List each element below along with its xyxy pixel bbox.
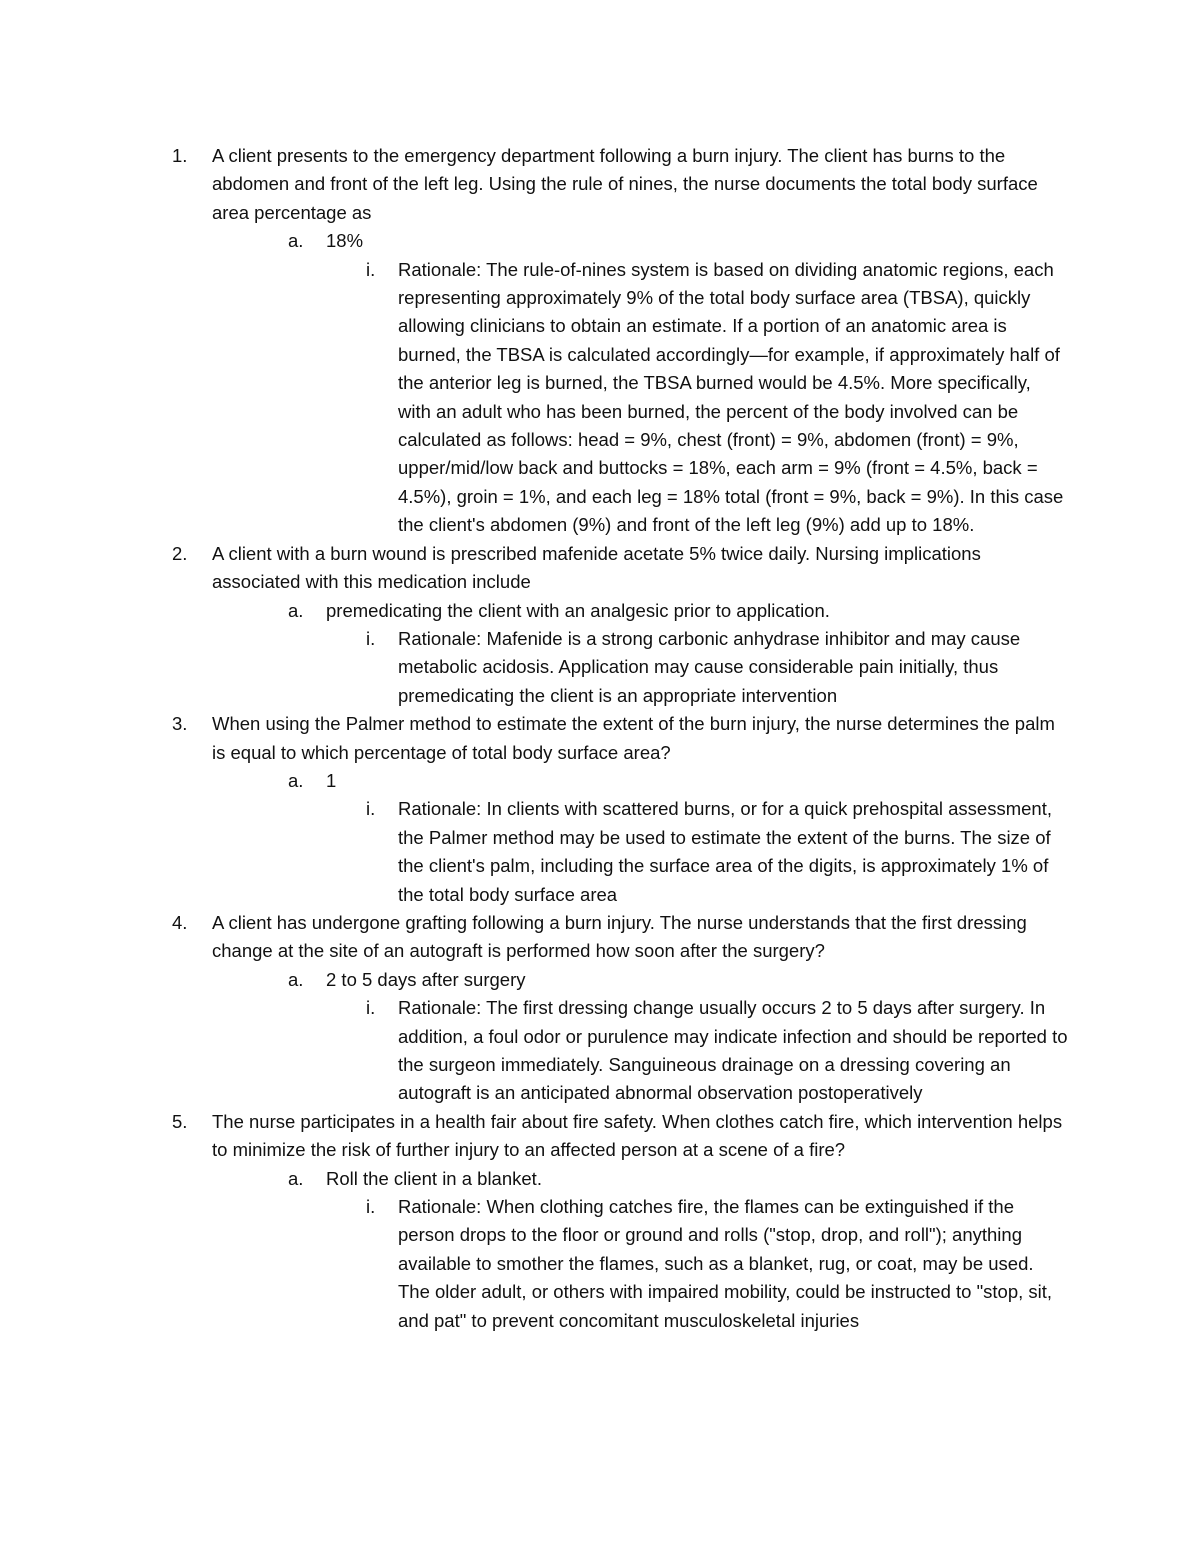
answer-text: 18% <box>326 230 364 252</box>
answer-item <box>212 767 1068 795</box>
question-number: 4. <box>172 911 188 933</box>
rationale-marker: i. <box>366 258 376 280</box>
question-number: 2. <box>172 542 188 564</box>
rationale-marker: i. <box>366 798 376 820</box>
question-1 <box>168 142 1068 540</box>
answer-marker: a. <box>288 769 304 791</box>
question-3 <box>168 710 1068 909</box>
rationale-item <box>212 994 1068 1108</box>
question-text: When using the Palmer method to estimate the extent of the burn injury, the nurse determines the palm is equal to which percentage of total body surface area? <box>212 713 1055 763</box>
rationale-item <box>212 795 1068 909</box>
answer-item <box>212 966 1068 994</box>
rationale-item <box>212 625 1068 710</box>
rationale-text: Rationale: The rule-of-nines system is based on dividing anatomic regions, each representing approximately 9% of the total body surface area (TBSA), quickly allowing clinicians to obtain an estimate. If a portion of an anatomic area is burned, the TBSA is calculated accordingly—for example, if approximately half of the anterior leg is burned, the TBSA burned would be 4.5%. More specifically, with an adult who has been burned, the percent of the body involved can be calculated as follows: head = 9%, chest (front) = 9%, abdomen (front) = 9%, upper/mid/low back and buttocks = 18%, each arm = 9% (front = 4.5%, back = 4.5%), groin = 1%, and each leg = 18% total (front = 9%, back = 9%). In this case the client's abdomen (9%) and front of the left leg (9%) add up to 18%. <box>398 258 1064 536</box>
question-text: The nurse participates in a health fair about fire safety. When clothes catch fire, which intervention helps to minimize the risk of further injury to an affected person at a scene of a fire? <box>212 1110 1063 1161</box>
question-2 <box>168 540 1068 710</box>
rationale-marker: i. <box>366 627 376 649</box>
answer-text: Roll the client in a blanket. <box>326 1167 542 1189</box>
rationale-item <box>212 256 1068 540</box>
rationale-text: Rationale: When clothing catches fire, the flames can be extinguished if the person drops to the floor or ground and rolls ("stop, drop, and roll"); anything available to smother the flames, such as a blanket, rug, or coat, may be used. The older adult, or others with impaired mobility, could be instructed to "stop, sit, and pat" to prevent concomitant musculoskeletal injuries <box>398 1196 1053 1331</box>
question-number: 1. <box>172 145 188 166</box>
question-text: A client presents to the emergency department following a burn injury. The client has burns to the abdomen and front of the left leg. Using the rule of nines, the nurse documents the total body surface area percentage as <box>212 145 1038 223</box>
question-number: 5. <box>172 1110 188 1132</box>
answer-item <box>212 227 1068 255</box>
rationale-marker: i. <box>366 1196 376 1218</box>
answer-text: 2 to 5 days after surgery <box>326 968 526 990</box>
answer-item <box>212 597 1068 625</box>
rationale-text: Rationale: Mafenide is a strong carbonic anhydrase inhibitor and may cause metabolic acidosis. Application may cause considerable pain initially, thus premedicating the client is an appropriate intervention <box>398 627 1021 706</box>
rationale-text: Rationale: The first dressing change usually occurs 2 to 5 days after surgery. In addition, a foul odor or purulence may indicate infection and should be reported to the surgeon immediately. Sanguineous drainage on a dressing covering an autograft is an anticipated abnormal observation postoperatively <box>398 997 1068 1104</box>
question-4 <box>168 909 1068 1108</box>
answer-text: 1 <box>326 769 337 791</box>
question-5 <box>168 1108 1068 1335</box>
rationale-marker: i. <box>366 997 376 1019</box>
answer-item <box>212 1165 1068 1193</box>
rationale-item <box>212 1193 1068 1335</box>
question-number: 3. <box>172 713 188 735</box>
answer-marker: a. <box>288 1167 304 1189</box>
answer-marker: a. <box>288 230 304 252</box>
answer-marker: a. <box>288 968 304 990</box>
answer-text: premedicating the client with an analgesic prior to application. <box>326 599 830 621</box>
rationale-text: Rationale: In clients with scattered burns, or for a quick prehospital assessment, the Palmer method may be used to estimate the extent of the burns. The size of the client's palm, including the surface area of the digits, is approximately 1% of the total body surface area <box>398 798 1052 905</box>
question-list <box>168 142 1068 1335</box>
answer-marker: a. <box>288 599 304 621</box>
question-text: A client has undergone grafting following a burn injury. The nurse understands that the first dressing change at the site of an autograft is performed how soon after the surgery? <box>212 911 1027 962</box>
question-text: A client with a burn wound is prescribed mafenide acetate 5% twice daily. Nursing implications associated with this medication include <box>212 542 981 593</box>
